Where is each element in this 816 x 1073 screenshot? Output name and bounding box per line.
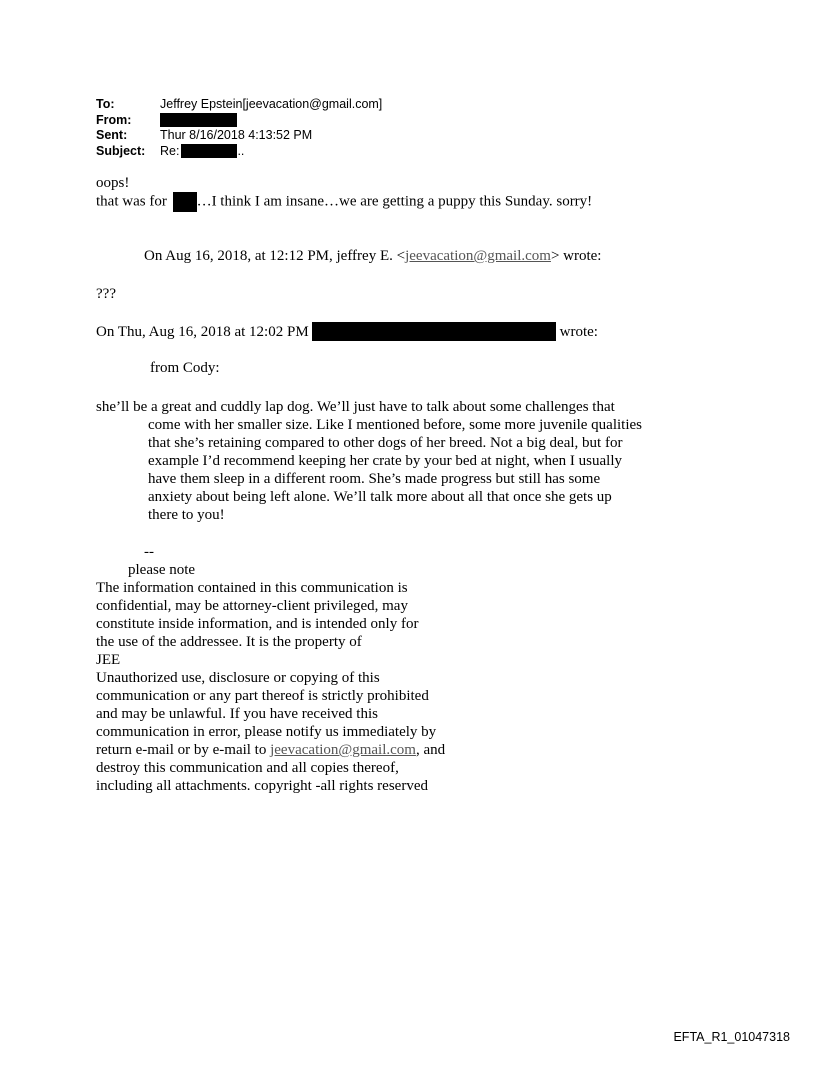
quote-1-prefix: On Aug 16, 2018, at 12:12 PM, jeffrey E. < [144,248,406,264]
disclaimer-line: and may be unlawful. If you have received this [96,706,378,722]
body-line: example I’d recommend keeping her crate by your bed at night, when I usually [148,453,623,469]
quote-2-suffix: wrote: [559,323,598,340]
body-line: come with her smaller size. Like I mentioned before, some more juvenile qualities [148,417,643,433]
signature-note: please note [128,562,196,578]
quote-1-suffix: > wrote: [550,248,602,264]
disclaimer-line: communication or any part thereof is strictly prohibited [96,688,429,704]
disclaimer-line: destroy this communication and all copies thereof, [96,760,399,776]
body-line: anxiety about being left alone. We’ll talk more about all that once she gets up [148,489,612,505]
subject-label: Subject: [96,143,146,158]
disclaimer-line: Unauthorized use, disclosure or copying of this [96,670,380,686]
from-label: From: [96,112,132,127]
disclaimer-email-suffix: , and [415,742,446,758]
message-line-2-prefix: that was for [96,193,167,210]
redaction-box [160,113,237,127]
body-line: there to you! [148,507,225,523]
message-line-2 [96,192,592,212]
body-line: have them sleep in a different room. She’s made progress but still has some [148,471,601,487]
disclaimer-line: including all attachments. copyright -all rights reserved [96,778,428,794]
from-row [96,113,382,129]
to-label: To: [96,97,115,111]
reply-text: ??? [96,286,116,302]
signature-dashes: -- [144,544,154,560]
body-line: that she’s retaining compared to other dogs of her breed. Not a big deal, but for [148,435,623,451]
body-line: she’ll be a great and cuddly lap dog. We’ll just have to talk about some challenges that [96,399,615,415]
email-link[interactable]: jeevacation@gmail.com [270,742,416,758]
disclaimer-line: the use of the addressee. It is the property of [96,634,362,650]
quote-header-1 [144,247,601,265]
sent-value: Thur 8/16/2018 4:13:52 PM [160,128,313,142]
disclaimer-line: constitute inside information, and is intended only for [96,616,419,632]
disclaimer-line: JEE [96,652,121,668]
subject-suffix: .. [237,143,245,158]
redaction-box [312,322,556,341]
message-body [96,398,686,524]
disclaimer-line: communication in error, please notify us immediately by [96,724,437,740]
document-id: EFTA_R1_01047318 [673,1030,790,1044]
subject-row [96,144,382,160]
sent-label: Sent: [96,128,128,142]
message-line-1: oops! [96,175,130,191]
disclaimer [96,579,496,795]
redaction-box [173,192,197,212]
email-header [96,97,382,159]
quote-2-prefix: On Thu, Aug 16, 2018 at 12:02 PM [96,323,309,340]
disclaimer-line [96,741,496,759]
disclaimer-line: The information contained in this communication is [96,580,408,596]
from-cody-text: from Cody: [150,360,220,376]
to-row [96,97,382,113]
redaction-box [181,144,237,158]
to-value: Jeffrey Epstein[jeevacation@gmail.com] [160,97,383,111]
sent-row [96,128,382,144]
disclaimer-line: confidential, may be attorney-client privileged, may [96,598,408,614]
quote-header-2 [96,322,598,341]
disclaimer-email-prefix: return e-mail or by e-mail to [96,742,271,758]
email-link[interactable]: jeevacation@gmail.com [405,248,551,264]
subject-prefix: Re: [160,143,180,158]
message-line-2-suffix: …I think I am insane…we are getting a puppy this Sunday. sorry! [196,193,593,210]
